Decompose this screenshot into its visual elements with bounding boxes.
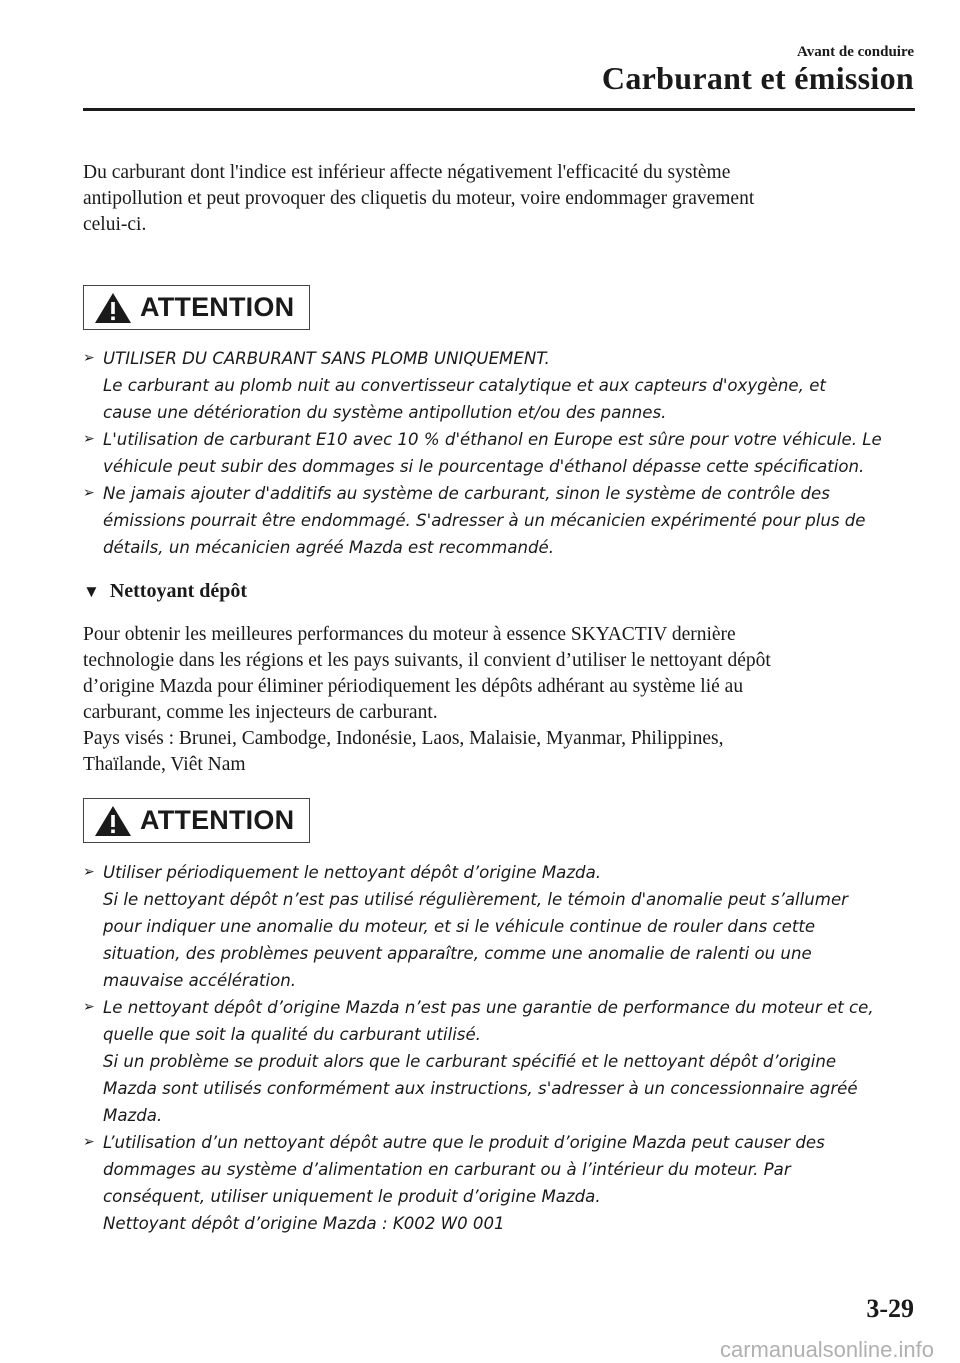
list-line: détails, un mécanicien agréé Mazda est recommandé. [103,538,555,557]
section-heading-text: Nettoyant dépôt [109,580,248,602]
list-line: L’utilisation d’un nettoyant dépôt autre que le produit d’origine Mazda peut causer des [103,1133,825,1152]
list-line: mauvaise accélération. [103,971,297,990]
list-line: pour indiquer une anomalie du moteur, et si le véhicule continue de rouler dans cette [103,917,816,936]
section-heading [83,580,247,603]
body-line: Pays visés : Brunei, Cambodge, Indonésie, Laos, Malaisie, Myanmar, Philippines, [83,728,724,749]
attention-label: ATTENTION [140,292,295,322]
body-line: d’origine Mazda pour éliminer périodiquement les dépôts adhérant au système lié au [83,676,744,697]
header-rule [83,108,915,111]
body-line: technologie dans les régions et les pays suivants, il convient d’utiliser le nettoyant dépôt [83,650,771,671]
body-line: Thaïlande, Viêt Nam [83,754,246,775]
list-line: Le nettoyant dépôt d’origine Mazda n’est pas une garantie de performance du moteur et ce, [103,998,874,1017]
list-item [83,480,923,561]
body-paragraph [83,622,923,778]
list-line: quelle que soit la qualité du carburant utilisé. [103,1025,481,1044]
bullet-icon: ➢ [83,864,95,880]
bullet-icon: ➢ [83,350,95,366]
intro-line: Du carburant dont l'indice est inférieur affecte négativement l'efficacité du système [83,162,731,183]
bullet-icon: ➢ [83,485,95,501]
body-line: carburant, comme les injecteurs de carburant. [83,702,438,723]
list-line: véhicule peut subir des dommages si le pourcentage d'éthanol dépasse cette spécification. [103,457,865,476]
list-line: L'utilisation de carburant E10 avec 10 % d'éthanol en Europe est sûre pour votre véhicule. Le [103,430,882,449]
header-section: Avant de conduire [797,44,914,60]
body-line: Pour obtenir les meilleures performances du moteur à essence SKYACTIV dernière [83,624,736,645]
attention-box [83,798,310,843]
list-line: situation, des problèmes peuvent apparaître, comme une anomalie de ralenti ou une [103,944,812,963]
list-item [83,994,923,1129]
attention-label: ATTENTION [140,805,295,835]
list-line: Le carburant au plomb nuit au convertisseur catalytique et aux capteurs d'oxygène, et [103,376,826,395]
list-line: Ne jamais ajouter d'additifs au système de carburant, sinon le système de contrôle des [103,484,830,503]
intro-line: antipollution et peut provoquer des cliquetis du moteur, voire endommager gravement [83,188,755,209]
list-line: Mazda. [103,1106,163,1125]
list-item [83,345,923,426]
list-line: Si le nettoyant dépôt n’est pas utilisé régulièrement, le témoin d'anomalie peut s’allumer [103,890,848,909]
attention-list [83,859,923,1237]
page-title: Carburant et émission [601,60,914,96]
bullet-icon: ➢ [83,1134,95,1150]
list-item [83,859,923,994]
intro-line: celui-ci. [83,214,147,235]
warning-icon [94,292,132,324]
list-item [83,1129,923,1237]
page-number: 3-29 [866,1294,914,1323]
watermark: carmanualsonline.info [719,1337,934,1362]
list-line: cause une détérioration du système antipollution et/ou des pannes. [103,403,667,422]
list-line: Mazda sont utilisés conformément aux instructions, s'adresser à un concessionnaire agréé [103,1079,858,1098]
attention-list [83,345,923,561]
attention-box [83,285,310,330]
warning-icon [94,805,132,837]
list-line: conséquent, utiliser uniquement le produit d’origine Mazda. [103,1187,601,1206]
list-line: Nettoyant dépôt d’origine Mazda : K002 W0 001 [103,1214,505,1233]
list-line: dommages au système d’alimentation en carburant ou à l’intérieur du moteur. Par [103,1160,791,1179]
triangle-down-icon: ▼ [83,581,100,601]
list-line: UTILISER DU CARBURANT SANS PLOMB UNIQUEMENT. [103,349,550,368]
intro-paragraph [83,160,923,238]
list-line: Utiliser périodiquement le nettoyant dépôt d’origine Mazda. [103,863,602,882]
bullet-icon: ➢ [83,431,95,447]
bullet-icon: ➢ [83,999,95,1015]
list-item [83,426,923,480]
list-line: Si un problème se produit alors que le carburant spécifié et le nettoyant dépôt d’origine [103,1052,837,1071]
list-line: émissions pourrait être endommagé. S'adresser à un mécanicien expérimenté pour plus de [103,511,866,530]
